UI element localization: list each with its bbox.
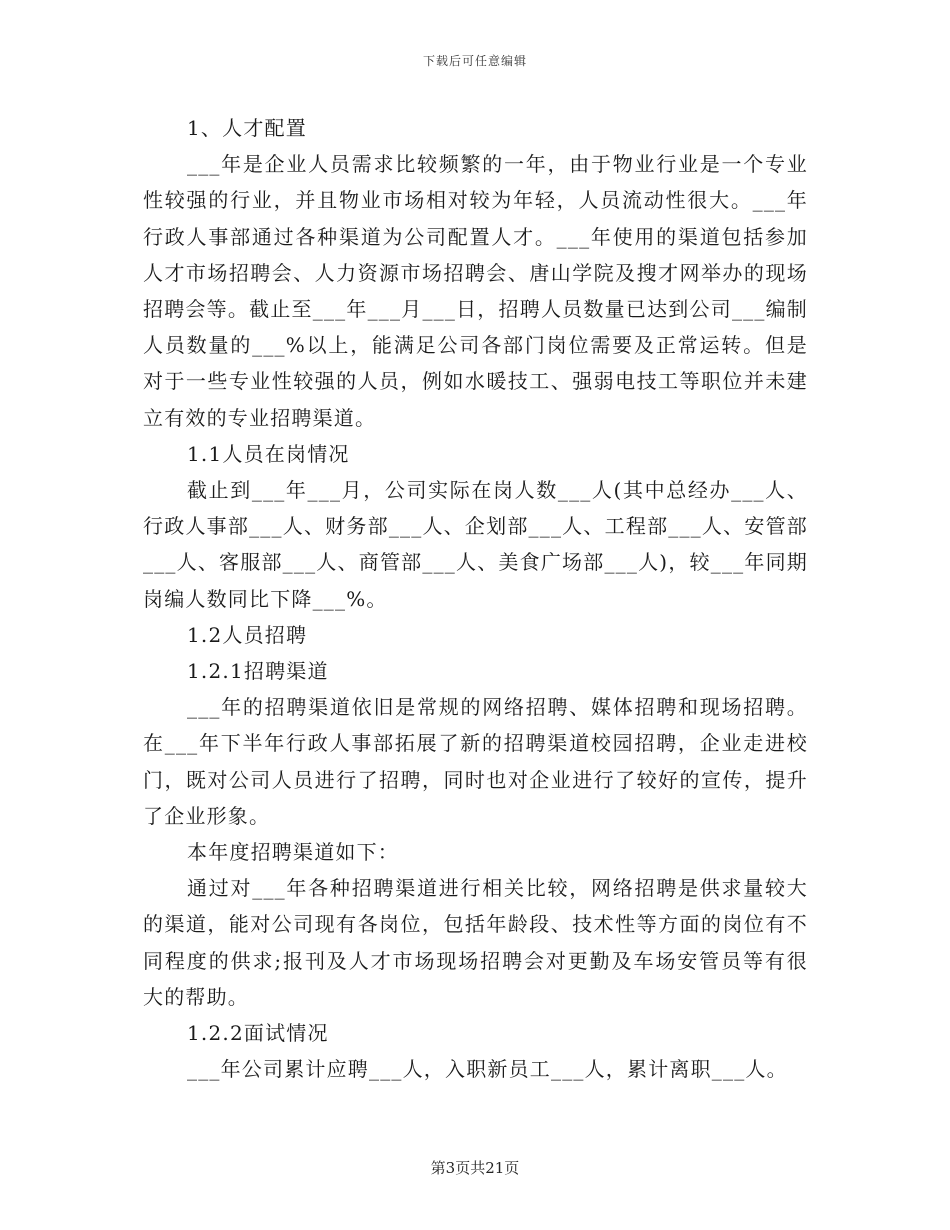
section-heading-channels-this-year: 本年度招聘渠道如下：	[187, 840, 399, 865]
document-body	[143, 110, 808, 1087]
paragraph-staff-on-duty: 截止到___年___月，公司实际在岗人数___人(其中总经办___人、行政人事部___人、财务部___人、企划部___人、工程部___人、安管部___人、客服部___人、商管部___人、美食广场部___人)，较___年同期岗编人数同比下降___%。	[143, 478, 808, 611]
paragraph-talent-allocation: ___年是企业人员需求比较频繁的一年，由于物业行业是一个专业性较强的行业，并且物业市场相对较为年轻，人员流动性很大。___年行政人事部通过各种渠道为公司配置人才。___年使用的渠道包括参加人才市场招聘会、人力资源市场招聘会、唐山学院及搜才网举办的现场招聘会等。截止至___年___月___日，招聘人员数量已达到公司___编制人员数量的___%以上，能满足公司各部门岗位需要及正常运转。但是对于一些专业性较强的人员，例如水暖技工、强弱电技工等职位并未建立有效的专业招聘渠道。	[143, 152, 808, 430]
paragraph-interviews: ___年公司累计应聘___人，入职新员工___人，累计离职___人。	[187, 1057, 788, 1082]
section-heading-interviews: 1.2.2面试情况	[187, 1021, 329, 1046]
section-heading-talent-allocation: 1、人才配置	[187, 116, 307, 140]
section-heading-recruitment: 1.2人员招聘	[187, 622, 308, 647]
page-number-footer: 第3页共21页	[430, 1159, 520, 1177]
paragraph-recruitment-channels: ___年的招聘渠道依旧是常规的网络招聘、媒体招聘和现场招聘。在___年下半年行政人事部拓展了新的招聘渠道校园招聘，企业走进校门，既对公司人员进行了招聘，同时也对企业进行了较好的宣传，提升了企业形象。	[143, 695, 808, 828]
page-header-note: 下载后可任意编辑	[422, 54, 527, 68]
section-heading-staff-on-duty: 1.1人员在岗情况	[187, 441, 350, 466]
paragraph-channel-comparison: 通过对___年各种招聘渠道进行相关比较，网络招聘是供求量较大的渠道，能对公司现有各岗位，包括年龄段、技术性等方面的岗位有不同程度的供求;报刊及人才市场现场招聘会对更勤及车场安管员等有很大的帮助。	[143, 876, 808, 1009]
section-heading-recruitment-channels: 1.2.1招聘渠道	[187, 659, 329, 684]
